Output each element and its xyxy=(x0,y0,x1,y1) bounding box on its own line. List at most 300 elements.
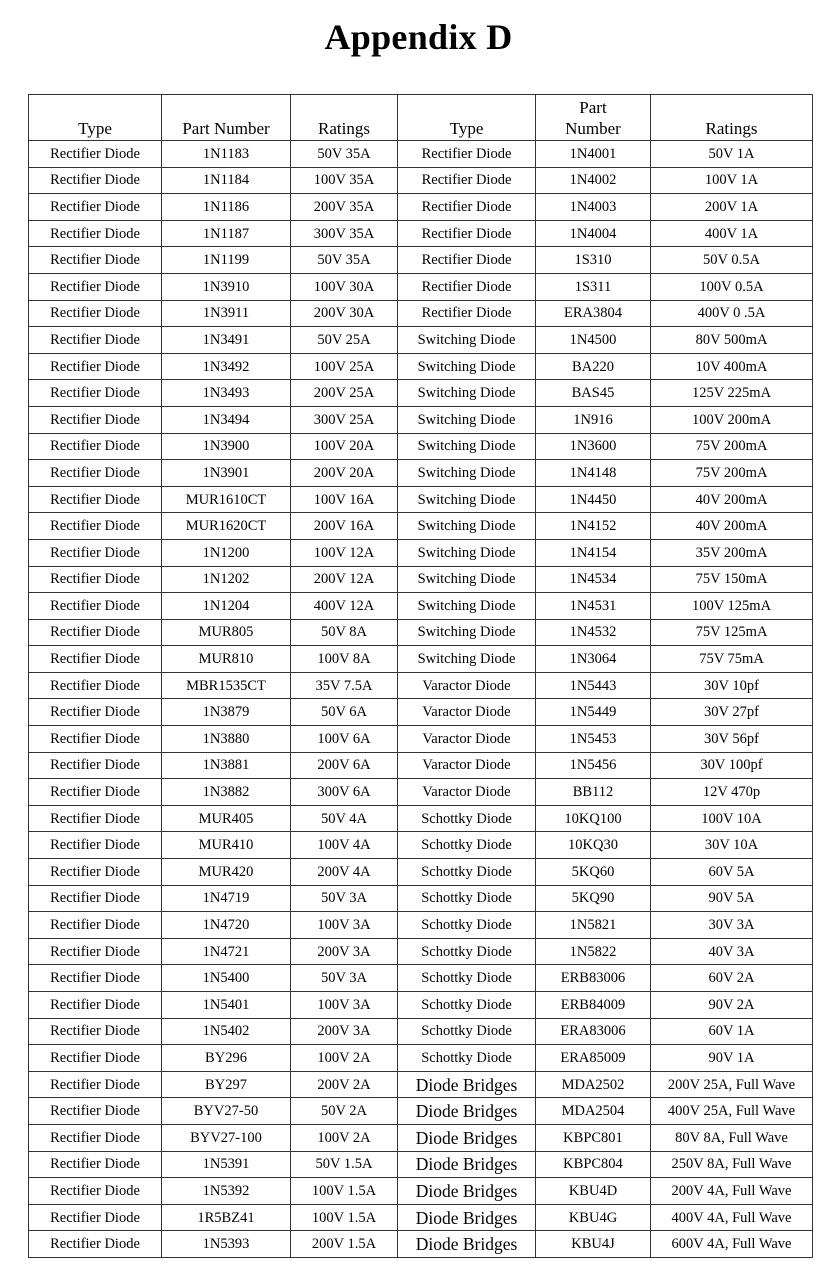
cell-part-number-left: 1N1202 xyxy=(162,566,291,593)
cell-type-left: Rectifier Diode xyxy=(29,885,162,912)
cell-part-number-right: 10KQ100 xyxy=(536,805,651,832)
table-row xyxy=(29,832,813,859)
table-row xyxy=(29,566,813,593)
cell-part-number-right: KBU4J xyxy=(536,1231,651,1258)
cell-ratings-left: 50V 35A xyxy=(291,247,398,274)
cell-ratings-right: 40V 200mA xyxy=(651,513,813,540)
cell-part-number-right: 5KQ60 xyxy=(536,859,651,886)
cell-ratings-left: 50V 35A xyxy=(291,141,398,168)
cell-ratings-left: 100V 25A xyxy=(291,353,398,380)
table-row xyxy=(29,1178,813,1205)
cell-ratings-left: 100V 8A xyxy=(291,646,398,673)
cell-part-number-left: 1N3901 xyxy=(162,460,291,487)
cell-ratings-left: 100V 35A xyxy=(291,167,398,194)
table-row xyxy=(29,380,813,407)
cell-part-number-right: 1N4532 xyxy=(536,619,651,646)
header-part-number-left: Part Number xyxy=(162,95,291,141)
cell-part-number-left: 1N4721 xyxy=(162,938,291,965)
cell-ratings-left: 300V 25A xyxy=(291,406,398,433)
cell-type-right: Schottky Diode xyxy=(398,938,536,965)
cell-part-number-left: BYV27-50 xyxy=(162,1098,291,1125)
cell-part-number-right: 1N4450 xyxy=(536,486,651,513)
table-row xyxy=(29,194,813,221)
cell-ratings-left: 100V 20A xyxy=(291,433,398,460)
cell-part-number-left: 1N1184 xyxy=(162,167,291,194)
cell-ratings-right: 200V 4A, Full Wave xyxy=(651,1178,813,1205)
cell-ratings-right: 125V 225mA xyxy=(651,380,813,407)
cell-part-number-left: MUR410 xyxy=(162,832,291,859)
table-row xyxy=(29,779,813,806)
cell-part-number-left: 1N5400 xyxy=(162,965,291,992)
cell-type-right: Diode Bridges xyxy=(398,1124,536,1151)
cell-type-right: Rectifier Diode xyxy=(398,141,536,168)
cell-part-number-right: MDA2502 xyxy=(536,1071,651,1098)
cell-ratings-right: 75V 150mA xyxy=(651,566,813,593)
table-row xyxy=(29,1098,813,1125)
cell-part-number-right: 1N4531 xyxy=(536,593,651,620)
cell-ratings-right: 30V 3A xyxy=(651,912,813,939)
cell-part-number-left: 1N5391 xyxy=(162,1151,291,1178)
cell-type-right: Schottky Diode xyxy=(398,912,536,939)
cell-part-number-left: BYV27-100 xyxy=(162,1124,291,1151)
header-part-number-right xyxy=(536,95,651,141)
table-row xyxy=(29,167,813,194)
cell-ratings-left: 100V 3A xyxy=(291,912,398,939)
cell-part-number-left: 1N4720 xyxy=(162,912,291,939)
table-row xyxy=(29,327,813,354)
cell-ratings-right: 400V 1A xyxy=(651,220,813,247)
header-part-number-right-text: Part Number xyxy=(565,98,621,138)
cell-type-left: Rectifier Diode xyxy=(29,1098,162,1125)
cell-ratings-left: 50V 4A xyxy=(291,805,398,832)
cell-part-number-right: ERB83006 xyxy=(536,965,651,992)
cell-type-left: Rectifier Diode xyxy=(29,726,162,753)
cell-type-left: Rectifier Diode xyxy=(29,912,162,939)
cell-part-number-left: MUR420 xyxy=(162,859,291,886)
cell-ratings-left: 200V 6A xyxy=(291,752,398,779)
cell-ratings-left: 300V 35A xyxy=(291,220,398,247)
cell-type-right: Diode Bridges xyxy=(398,1151,536,1178)
cell-type-right: Diode Bridges xyxy=(398,1204,536,1231)
cell-ratings-right: 12V 470p xyxy=(651,779,813,806)
cell-ratings-left: 100V 3A xyxy=(291,992,398,1019)
cell-part-number-right: KBPC801 xyxy=(536,1124,651,1151)
cell-part-number-right: KBU4G xyxy=(536,1204,651,1231)
cell-type-left: Rectifier Diode xyxy=(29,539,162,566)
cell-type-right: Schottky Diode xyxy=(398,992,536,1019)
cell-ratings-right: 100V 10A xyxy=(651,805,813,832)
cell-type-right: Diode Bridges xyxy=(398,1071,536,1098)
cell-part-number-right: 1N5443 xyxy=(536,672,651,699)
cell-ratings-right: 30V 56pf xyxy=(651,726,813,753)
cell-part-number-left: 1N5392 xyxy=(162,1178,291,1205)
cell-type-left: Rectifier Diode xyxy=(29,194,162,221)
table-row xyxy=(29,726,813,753)
cell-type-right: Varactor Diode xyxy=(398,726,536,753)
cell-ratings-right: 80V 500mA xyxy=(651,327,813,354)
cell-ratings-right: 60V 2A xyxy=(651,965,813,992)
cell-type-left: Rectifier Diode xyxy=(29,699,162,726)
cell-part-number-left: 1N3911 xyxy=(162,300,291,327)
table-row xyxy=(29,273,813,300)
table-row xyxy=(29,247,813,274)
cell-type-right: Varactor Diode xyxy=(398,672,536,699)
cell-type-left: Rectifier Diode xyxy=(29,406,162,433)
cell-part-number-right: 1N3064 xyxy=(536,646,651,673)
table-row xyxy=(29,965,813,992)
cell-part-number-right: 1N916 xyxy=(536,406,651,433)
table-row xyxy=(29,1018,813,1045)
cell-ratings-left: 100V 6A xyxy=(291,726,398,753)
cell-type-left: Rectifier Diode xyxy=(29,460,162,487)
cell-part-number-right: 1N4002 xyxy=(536,167,651,194)
cell-part-number-right: 1S310 xyxy=(536,247,651,274)
cell-ratings-right: 100V 200mA xyxy=(651,406,813,433)
cell-type-left: Rectifier Diode xyxy=(29,779,162,806)
cell-type-left: Rectifier Diode xyxy=(29,593,162,620)
cell-part-number-left: 1N3492 xyxy=(162,353,291,380)
cell-type-right: Switching Diode xyxy=(398,513,536,540)
cell-ratings-left: 50V 8A xyxy=(291,619,398,646)
cell-ratings-left: 200V 16A xyxy=(291,513,398,540)
cell-ratings-left: 50V 6A xyxy=(291,699,398,726)
cell-ratings-left: 200V 25A xyxy=(291,380,398,407)
cell-part-number-left: 1N3900 xyxy=(162,433,291,460)
cell-ratings-left: 100V 2A xyxy=(291,1045,398,1072)
cell-part-number-left: 1N1186 xyxy=(162,194,291,221)
cell-type-right: Rectifier Diode xyxy=(398,167,536,194)
cell-type-right: Switching Diode xyxy=(398,460,536,487)
cell-ratings-left: 100V 1.5A xyxy=(291,1178,398,1205)
cell-ratings-right: 90V 2A xyxy=(651,992,813,1019)
table-row xyxy=(29,353,813,380)
table-row xyxy=(29,805,813,832)
table-row xyxy=(29,1045,813,1072)
cell-part-number-right: KBU4D xyxy=(536,1178,651,1205)
cell-type-right: Switching Diode xyxy=(398,380,536,407)
cell-type-left: Rectifier Diode xyxy=(29,433,162,460)
cell-part-number-right: ERA3804 xyxy=(536,300,651,327)
cell-part-number-left: 1R5BZ41 xyxy=(162,1204,291,1231)
cell-type-left: Rectifier Diode xyxy=(29,619,162,646)
table-row xyxy=(29,220,813,247)
cell-type-right: Schottky Diode xyxy=(398,832,536,859)
table-row xyxy=(29,300,813,327)
cell-ratings-right: 60V 5A xyxy=(651,859,813,886)
cell-type-right: Switching Diode xyxy=(398,646,536,673)
cell-part-number-left: 1N1204 xyxy=(162,593,291,620)
cell-type-left: Rectifier Diode xyxy=(29,300,162,327)
table-row xyxy=(29,513,813,540)
cell-type-left: Rectifier Diode xyxy=(29,965,162,992)
cell-ratings-right: 250V 8A, Full Wave xyxy=(651,1151,813,1178)
cell-part-number-right: ERA83006 xyxy=(536,1018,651,1045)
cell-type-left: Rectifier Diode xyxy=(29,167,162,194)
cell-ratings-left: 50V 25A xyxy=(291,327,398,354)
cell-type-right: Schottky Diode xyxy=(398,859,536,886)
table-row xyxy=(29,1151,813,1178)
cell-ratings-left: 300V 6A xyxy=(291,779,398,806)
cell-ratings-right: 50V 1A xyxy=(651,141,813,168)
cell-part-number-right: BAS45 xyxy=(536,380,651,407)
table-row xyxy=(29,433,813,460)
table-row xyxy=(29,912,813,939)
cell-type-left: Rectifier Diode xyxy=(29,992,162,1019)
cell-type-left: Rectifier Diode xyxy=(29,859,162,886)
cell-part-number-left: 1N5401 xyxy=(162,992,291,1019)
cell-part-number-right: ERA85009 xyxy=(536,1045,651,1072)
cell-type-left: Rectifier Diode xyxy=(29,805,162,832)
cell-part-number-right: KBPC804 xyxy=(536,1151,651,1178)
cell-ratings-left: 200V 20A xyxy=(291,460,398,487)
cell-part-number-left: 1N4719 xyxy=(162,885,291,912)
cell-ratings-left: 400V 12A xyxy=(291,593,398,620)
cell-part-number-left: 1N5402 xyxy=(162,1018,291,1045)
table-row xyxy=(29,1071,813,1098)
cell-type-right: Schottky Diode xyxy=(398,805,536,832)
cell-part-number-left: BY297 xyxy=(162,1071,291,1098)
cell-ratings-right: 100V 1A xyxy=(651,167,813,194)
cell-ratings-left: 200V 3A xyxy=(291,1018,398,1045)
cell-part-number-left: 1N3491 xyxy=(162,327,291,354)
cell-type-right: Switching Diode xyxy=(398,539,536,566)
cell-part-number-right: ERB84009 xyxy=(536,992,651,1019)
cell-type-left: Rectifier Diode xyxy=(29,1071,162,1098)
cell-type-right: Diode Bridges xyxy=(398,1231,536,1258)
cell-part-number-left: MUR810 xyxy=(162,646,291,673)
cell-ratings-left: 200V 30A xyxy=(291,300,398,327)
cell-part-number-left: 1N3494 xyxy=(162,406,291,433)
cell-type-left: Rectifier Diode xyxy=(29,1231,162,1258)
table-row xyxy=(29,593,813,620)
cell-ratings-right: 50V 0.5A xyxy=(651,247,813,274)
table-row xyxy=(29,460,813,487)
cell-type-left: Rectifier Diode xyxy=(29,646,162,673)
table-row xyxy=(29,619,813,646)
cell-part-number-right: 1N5822 xyxy=(536,938,651,965)
cell-part-number-left: 1N3879 xyxy=(162,699,291,726)
cell-part-number-right: 1N4152 xyxy=(536,513,651,540)
cell-ratings-right: 90V 1A xyxy=(651,1045,813,1072)
cell-type-right: Diode Bridges xyxy=(398,1178,536,1205)
cell-type-right: Rectifier Diode xyxy=(398,273,536,300)
cell-ratings-left: 50V 3A xyxy=(291,965,398,992)
table-row xyxy=(29,672,813,699)
cell-part-number-right: MDA2504 xyxy=(536,1098,651,1125)
cell-type-right: Switching Diode xyxy=(398,327,536,354)
cell-part-number-left: 1N1200 xyxy=(162,539,291,566)
table-row xyxy=(29,539,813,566)
cell-part-number-right: 1N5449 xyxy=(536,699,651,726)
cell-type-right: Diode Bridges xyxy=(398,1098,536,1125)
cell-ratings-right: 200V 25A, Full Wave xyxy=(651,1071,813,1098)
cell-part-number-left: MUR1610CT xyxy=(162,486,291,513)
table-row xyxy=(29,699,813,726)
cell-part-number-left: 1N3881 xyxy=(162,752,291,779)
cell-ratings-right: 60V 1A xyxy=(651,1018,813,1045)
cell-ratings-right: 30V 10A xyxy=(651,832,813,859)
cell-ratings-right: 600V 4A, Full Wave xyxy=(651,1231,813,1258)
cell-part-number-right: 5KQ90 xyxy=(536,885,651,912)
cell-part-number-left: MUR805 xyxy=(162,619,291,646)
cell-ratings-left: 100V 4A xyxy=(291,832,398,859)
table-row xyxy=(29,992,813,1019)
cell-type-right: Switching Diode xyxy=(398,593,536,620)
table-row xyxy=(29,1124,813,1151)
cell-type-left: Rectifier Diode xyxy=(29,141,162,168)
cell-type-right: Schottky Diode xyxy=(398,885,536,912)
cell-part-number-right: 1N4534 xyxy=(536,566,651,593)
cell-ratings-left: 50V 1.5A xyxy=(291,1151,398,1178)
cell-ratings-left: 100V 1.5A xyxy=(291,1204,398,1231)
cell-ratings-right: 400V 0 .5A xyxy=(651,300,813,327)
table-header-row xyxy=(29,95,813,141)
cell-part-number-right: BB112 xyxy=(536,779,651,806)
cell-part-number-right: 1N4154 xyxy=(536,539,651,566)
table-row xyxy=(29,885,813,912)
cell-part-number-right: BA220 xyxy=(536,353,651,380)
cell-ratings-left: 50V 2A xyxy=(291,1098,398,1125)
cell-part-number-left: 1N1183 xyxy=(162,141,291,168)
cell-ratings-left: 100V 16A xyxy=(291,486,398,513)
cell-type-right: Switching Diode xyxy=(398,353,536,380)
cell-ratings-right: 30V 10pf xyxy=(651,672,813,699)
cell-type-right: Varactor Diode xyxy=(398,752,536,779)
cell-type-right: Switching Diode xyxy=(398,486,536,513)
cell-ratings-left: 200V 12A xyxy=(291,566,398,593)
cell-ratings-right: 75V 125mA xyxy=(651,619,813,646)
table-row xyxy=(29,938,813,965)
cell-type-left: Rectifier Diode xyxy=(29,220,162,247)
cell-part-number-right: 1N3600 xyxy=(536,433,651,460)
cell-type-right: Switching Diode xyxy=(398,433,536,460)
cell-type-right: Switching Diode xyxy=(398,406,536,433)
cell-part-number-right: 1N4001 xyxy=(536,141,651,168)
cell-type-left: Rectifier Diode xyxy=(29,247,162,274)
table-row xyxy=(29,646,813,673)
cell-type-right: Varactor Diode xyxy=(398,699,536,726)
cell-part-number-right: 1S311 xyxy=(536,273,651,300)
cell-part-number-left: MBR1535CT xyxy=(162,672,291,699)
cell-ratings-left: 200V 2A xyxy=(291,1071,398,1098)
cell-ratings-right: 100V 0.5A xyxy=(651,273,813,300)
cell-type-left: Rectifier Diode xyxy=(29,1124,162,1151)
table-row xyxy=(29,859,813,886)
cell-type-right: Rectifier Diode xyxy=(398,300,536,327)
header-ratings-left: Ratings xyxy=(291,95,398,141)
header-type-left: Type xyxy=(29,95,162,141)
cell-ratings-left: 100V 2A xyxy=(291,1124,398,1151)
cell-ratings-left: 50V 3A xyxy=(291,885,398,912)
cell-type-left: Rectifier Diode xyxy=(29,566,162,593)
cell-type-right: Rectifier Diode xyxy=(398,194,536,221)
cell-ratings-right: 75V 200mA xyxy=(651,433,813,460)
cell-ratings-right: 40V 3A xyxy=(651,938,813,965)
cell-ratings-right: 75V 75mA xyxy=(651,646,813,673)
cell-ratings-right: 90V 5A xyxy=(651,885,813,912)
cell-type-left: Rectifier Diode xyxy=(29,273,162,300)
cell-ratings-left: 200V 1.5A xyxy=(291,1231,398,1258)
cell-type-left: Rectifier Diode xyxy=(29,832,162,859)
header-type-right: Type xyxy=(398,95,536,141)
cell-type-left: Rectifier Diode xyxy=(29,1018,162,1045)
cell-ratings-right: 35V 200mA xyxy=(651,539,813,566)
cell-ratings-left: 100V 12A xyxy=(291,539,398,566)
cell-part-number-right: 1N4148 xyxy=(536,460,651,487)
cell-part-number-right: 1N4004 xyxy=(536,220,651,247)
cell-part-number-left: MUR405 xyxy=(162,805,291,832)
cell-ratings-right: 200V 1A xyxy=(651,194,813,221)
cell-part-number-right: 1N5453 xyxy=(536,726,651,753)
cell-type-left: Rectifier Diode xyxy=(29,752,162,779)
table-row xyxy=(29,486,813,513)
cell-type-right: Rectifier Diode xyxy=(398,247,536,274)
cell-ratings-right: 75V 200mA xyxy=(651,460,813,487)
cell-part-number-left: 1N5393 xyxy=(162,1231,291,1258)
cell-ratings-right: 40V 200mA xyxy=(651,486,813,513)
cell-type-left: Rectifier Diode xyxy=(29,1178,162,1205)
cell-type-right: Switching Diode xyxy=(398,566,536,593)
cell-type-left: Rectifier Diode xyxy=(29,1204,162,1231)
cell-type-left: Rectifier Diode xyxy=(29,486,162,513)
cell-type-right: Rectifier Diode xyxy=(398,220,536,247)
cell-ratings-right: 10V 400mA xyxy=(651,353,813,380)
diode-table xyxy=(28,94,813,1258)
cell-type-left: Rectifier Diode xyxy=(29,1045,162,1072)
cell-part-number-right: 1N5456 xyxy=(536,752,651,779)
cell-type-right: Varactor Diode xyxy=(398,779,536,806)
cell-ratings-right: 100V 125mA xyxy=(651,593,813,620)
cell-part-number-left: BY296 xyxy=(162,1045,291,1072)
cell-ratings-left: 200V 4A xyxy=(291,859,398,886)
cell-ratings-left: 200V 3A xyxy=(291,938,398,965)
cell-type-left: Rectifier Diode xyxy=(29,1151,162,1178)
cell-part-number-left: 1N3910 xyxy=(162,273,291,300)
cell-ratings-right: 30V 27pf xyxy=(651,699,813,726)
cell-type-left: Rectifier Diode xyxy=(29,380,162,407)
cell-type-left: Rectifier Diode xyxy=(29,353,162,380)
cell-ratings-right: 80V 8A, Full Wave xyxy=(651,1124,813,1151)
cell-part-number-left: 1N1187 xyxy=(162,220,291,247)
cell-part-number-right: 1N4003 xyxy=(536,194,651,221)
cell-type-right: Schottky Diode xyxy=(398,965,536,992)
cell-type-left: Rectifier Diode xyxy=(29,327,162,354)
cell-part-number-right: 1N4500 xyxy=(536,327,651,354)
table-row xyxy=(29,406,813,433)
table-row xyxy=(29,1204,813,1231)
header-ratings-right: Ratings xyxy=(651,95,813,141)
cell-ratings-left: 35V 7.5A xyxy=(291,672,398,699)
table-row xyxy=(29,752,813,779)
cell-type-right: Schottky Diode xyxy=(398,1045,536,1072)
cell-part-number-left: 1N3882 xyxy=(162,779,291,806)
cell-type-left: Rectifier Diode xyxy=(29,672,162,699)
cell-ratings-right: 30V 100pf xyxy=(651,752,813,779)
cell-ratings-right: 400V 4A, Full Wave xyxy=(651,1204,813,1231)
cell-part-number-left: 1N1199 xyxy=(162,247,291,274)
cell-part-number-left: MUR1620CT xyxy=(162,513,291,540)
cell-part-number-left: 1N3880 xyxy=(162,726,291,753)
table-body xyxy=(29,141,813,1258)
page-title: Appendix D xyxy=(324,17,513,57)
cell-type-right: Schottky Diode xyxy=(398,1018,536,1045)
cell-type-right: Switching Diode xyxy=(398,619,536,646)
cell-part-number-right: 10KQ30 xyxy=(536,832,651,859)
table-row xyxy=(29,1231,813,1258)
table-row xyxy=(29,141,813,168)
cell-ratings-left: 100V 30A xyxy=(291,273,398,300)
cell-type-left: Rectifier Diode xyxy=(29,938,162,965)
